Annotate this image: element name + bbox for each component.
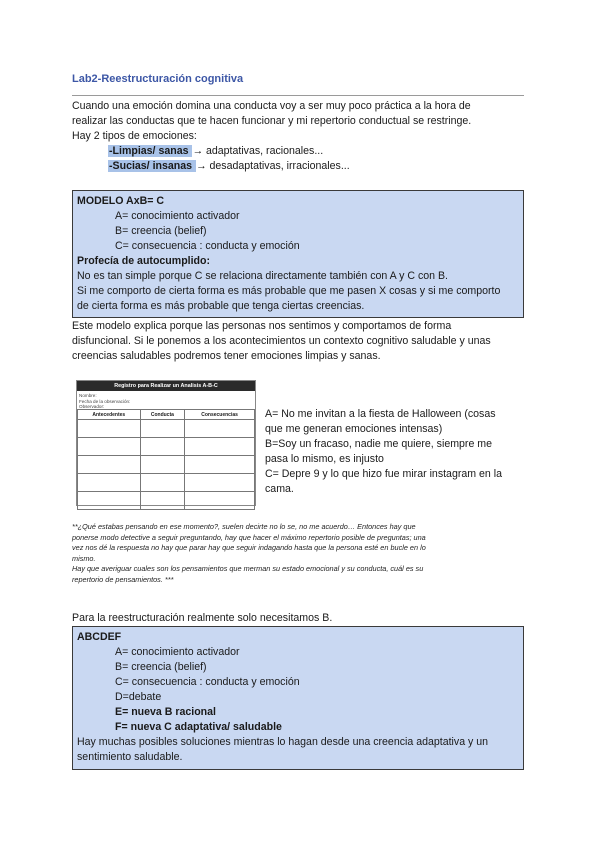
explanation-paragraph: [72, 319, 491, 364]
abcdef-line: sentimiento saludable.: [77, 751, 183, 763]
model-line: Si me comporto de cierta forma es más probable que me pasen X cosas y si me comporto: [77, 285, 501, 297]
model-subheading: Profecía de autocumplido:: [77, 255, 211, 267]
emotion-type-desc: → desadaptativas, irracionales...: [195, 160, 350, 172]
table-row: [78, 492, 255, 510]
table-row: [78, 438, 255, 456]
note-line: ponerse modo detective a seguir preguntando, hay que hacer el máximo repertorio posible de preguntas; una: [72, 532, 426, 542]
emotion-type-term: -Limpias/ sanas: [109, 145, 192, 157]
registro-info-line: Nombre:: [79, 393, 97, 398]
emotion-type-term: -Sucias/ insanas: [109, 160, 195, 172]
model-line: de cierta forma es más probable que tenga ciertas creencias.: [77, 300, 365, 312]
registro-info: [77, 391, 255, 409]
abcdef-line: Hay muchas posibles soluciones mientras lo hagan desde una creencia adaptativa y un: [77, 736, 489, 748]
example-line: pasa lo mismo, es injusto: [265, 453, 384, 465]
example-line: A= No me invitan a la fiesta de Halloween (cosas: [265, 408, 496, 420]
example-line: cama.: [265, 483, 294, 495]
explanation-line: creencias saludables podremos tener emociones limpias y sanas.: [72, 350, 381, 362]
note-line: **¿Qué estabas pensando en ese momento?, suelen decirte no lo se, no me acuerdo… Entonces hay que: [72, 522, 416, 531]
emotion-type-item: [72, 144, 471, 159]
registro-column-header: Conducta: [140, 410, 185, 420]
note-line: repertorio de pensamientos. ***: [72, 574, 174, 584]
intro-line: Cuando una emoción domina una conducta voy a ser muy poco práctica a la hora de: [72, 100, 471, 112]
example-line: B=Soy un fracaso, nadie me quiere, siempre me: [265, 438, 493, 450]
emotion-type-desc: → adaptativas, racionales...: [192, 145, 324, 157]
abcdef-heading: ABCDEF: [77, 631, 122, 643]
table-row: [78, 456, 255, 474]
intro-line: Hay 2 tipos de emociones:: [72, 130, 197, 142]
abcdef-item: A= conocimiento activador: [115, 646, 240, 658]
emotion-type-item: [72, 159, 471, 174]
abcdef-item: B= creencia (belief): [115, 661, 207, 673]
registro-header: Registro para Realizar un Analisis A-B-C: [77, 381, 255, 391]
registro-grid: [77, 409, 255, 510]
model-heading: MODELO AxB= C: [77, 195, 165, 207]
abcdef-item: D=debate: [115, 691, 162, 703]
abcdef-item: C= consecuencia : conducta y emoción: [115, 676, 300, 688]
intro-line: realizar las conductas que te hacen funcionar y mi repertorio conductual se restringe.: [72, 115, 472, 127]
registro-info-line: Fecha de la observación:: [79, 398, 131, 404]
detective-note: [72, 522, 426, 586]
abcdef-item-bold: E= nueva B racional: [115, 706, 216, 718]
model-item: C= consecuencia : conducta y emoción: [115, 240, 300, 252]
page-title: Lab2-Reestructuración cognitiva: [72, 73, 244, 85]
table-row: [78, 474, 255, 492]
note-line: mismo.: [72, 553, 96, 563]
model-line: No es tan simple porque C se relaciona directamente también con A y C con B.: [77, 270, 448, 282]
registro-column-header: Consecuencias: [185, 410, 255, 420]
example-line: C= Depre 9 y lo que hizo fue mirar instagram en la: [265, 468, 503, 480]
registro-info-line: Observador:: [79, 404, 105, 410]
note-line: Hay que averiguar cuales son los pensamientos que merman su estado emocional y su conducta, cuál es su: [72, 564, 424, 574]
model-box: [72, 190, 524, 318]
registro-column-header: Antecedentes: [78, 410, 141, 420]
model-item: B= creencia (belief): [115, 225, 207, 237]
explanation-line: disfuncional. Si le ponemos a los acontecimientos un contexto cognitivo saludable y unas: [72, 335, 491, 347]
table-row: [78, 420, 255, 438]
registro-table-image: [76, 380, 256, 506]
model-item: A= conocimiento activador: [115, 210, 240, 222]
example-line: que me generan emociones intensas): [265, 423, 443, 435]
abcdef-box: [72, 626, 524, 770]
note-line: vez nos dé la respuesta no hay que parar hay que seguir indagando hasta que la persona esté en bucle en lo: [72, 543, 426, 553]
explanation-line: Este modelo explica porque las personas nos sentimos y comportamos de forma: [72, 320, 452, 332]
title-divider: [72, 95, 524, 96]
intro-paragraph: [72, 99, 471, 174]
abcdef-item-bold: F= nueva C adaptativa/ saludable: [115, 721, 282, 733]
abc-example: [265, 407, 502, 497]
reestructuracion-line: Para la reestructuración realmente solo necesitamos B.: [72, 612, 333, 624]
